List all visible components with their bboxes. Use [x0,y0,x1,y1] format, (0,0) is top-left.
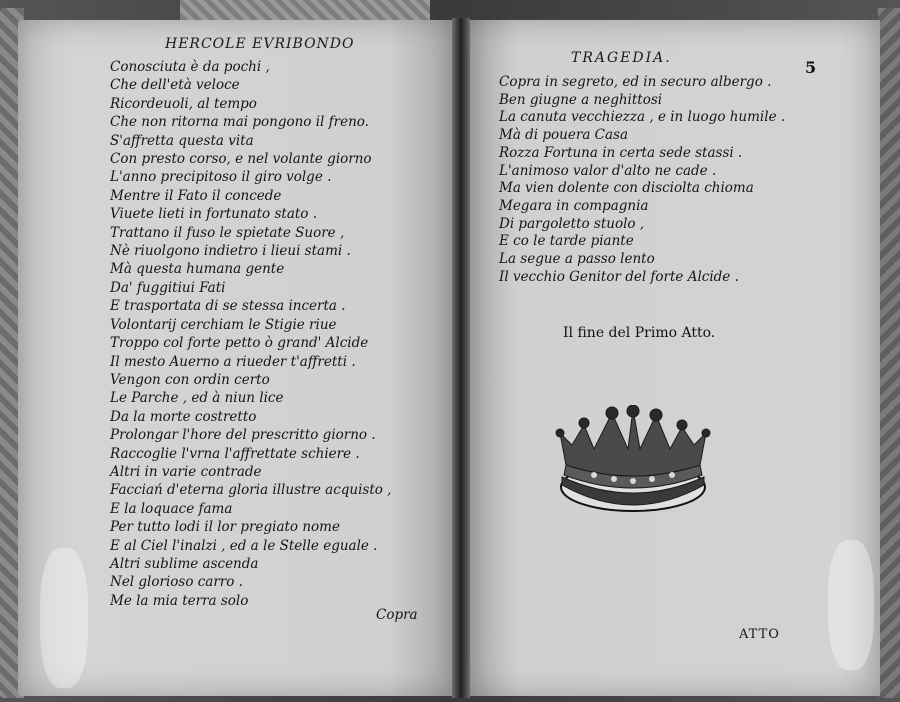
verse-line: E la loquace fama [110,500,233,517]
paper-stain [40,548,88,688]
catchword-left: Copra [376,607,418,623]
verse-line: Mà di pouera Casa [499,127,629,144]
verse-line: Copra in segreto, ed in securo albergo . [499,74,772,90]
verse-line: Ben giugne a neghittosi [499,91,663,108]
crown-ornament [554,405,712,517]
verse-line: E trasportata di se stessa incerta . [110,298,346,315]
page-number: 5 [805,58,817,77]
verse-line: Ma vien dolente con disciolta chioma [499,180,754,197]
verse-line: Che non ritorna mai pongono il freno. [110,114,369,131]
book-gutter [452,18,470,698]
act-end-caption: Il fine del Primo Atto. [563,325,716,341]
verse-line: Le Parche , ed à niun lice [110,390,284,407]
verse-line: Da la morte costretto [110,408,257,425]
verse-line: Facciań d'eterna gloria illustre acquisto , [110,482,392,499]
verse-line: Mentre il Fato il concede [110,187,282,204]
verse-line: Che dell'età veloce [110,77,240,94]
verse-line: Megara in compagnia [499,197,649,214]
verse-line: Conosciuta è da pochi , [110,59,270,75]
verse-line: Volontarij cerchiam le Stigie riue [110,316,337,333]
verse-line: L'animoso valor d'alto ne cade . [499,162,717,179]
verse-line: Altri in varie contrade [110,463,262,480]
verse-line: Altri sublime ascenda [110,555,259,572]
verse-line: Vengon con ordin certo [110,371,270,388]
verse-line: Il vecchio Genitor del forte Alcide . [499,268,739,285]
cover-edge-right [878,8,900,698]
verse-block-left [110,58,391,610]
verse-line: Da' fuggitiui Fati [110,279,226,296]
paper-stain [828,540,874,670]
verse-line: La segue a passo lento [499,251,655,268]
verse-line: Nè riuolgono indietro i lieui stami . [110,243,351,260]
verse-line: Prolongar l'hore del prescritto giorno . [110,427,376,444]
verse-line: Mà questa humana gente [110,261,285,278]
verse-block-right [499,74,785,286]
verse-line: S'affretta questa vita [110,132,254,149]
verse-line: Il mesto Auerno a riueder t'affretti . [110,353,356,370]
verse-line: La canuta vecchiezza , e in luogo humile . [499,109,786,126]
running-head-left: HERCOLE EVRIBONDO [165,36,355,52]
verse-line: Rozza Fortuna in certa sede stassi . [499,144,743,161]
catchword-right: ATTO [739,627,780,642]
verse-line: Nel glorioso carro . [110,574,243,591]
verse-line: Viuete lieti in fortunato stato . [110,206,318,223]
verse-line: Per tutto lodi il lor pregiato nome [110,519,340,536]
verse-line: Me la mia terra solo [110,592,249,609]
running-head-right: TRAGEDIA. [571,50,672,66]
verse-line: Di pargoletto stuolo , [499,215,645,232]
verse-line: Ricordeuoli, al tempo [110,95,257,112]
verse-line: Troppo col forte petto ò grand' Alcide [110,335,369,352]
verse-line: Con presto corso, e nel volante giorno [110,151,372,168]
verse-line: E al Ciel l'inalzi , ed a le Stelle eguale . [110,537,378,554]
verse-line: E co le tarde piante [499,233,634,250]
verse-line: Raccoglie l'vrna l'affrettate schiere . [110,445,360,462]
verse-line: Trattano il fuso le spietate Suore , [110,224,345,241]
verse-line: L'anno precipitoso il giro volge . [110,169,332,186]
